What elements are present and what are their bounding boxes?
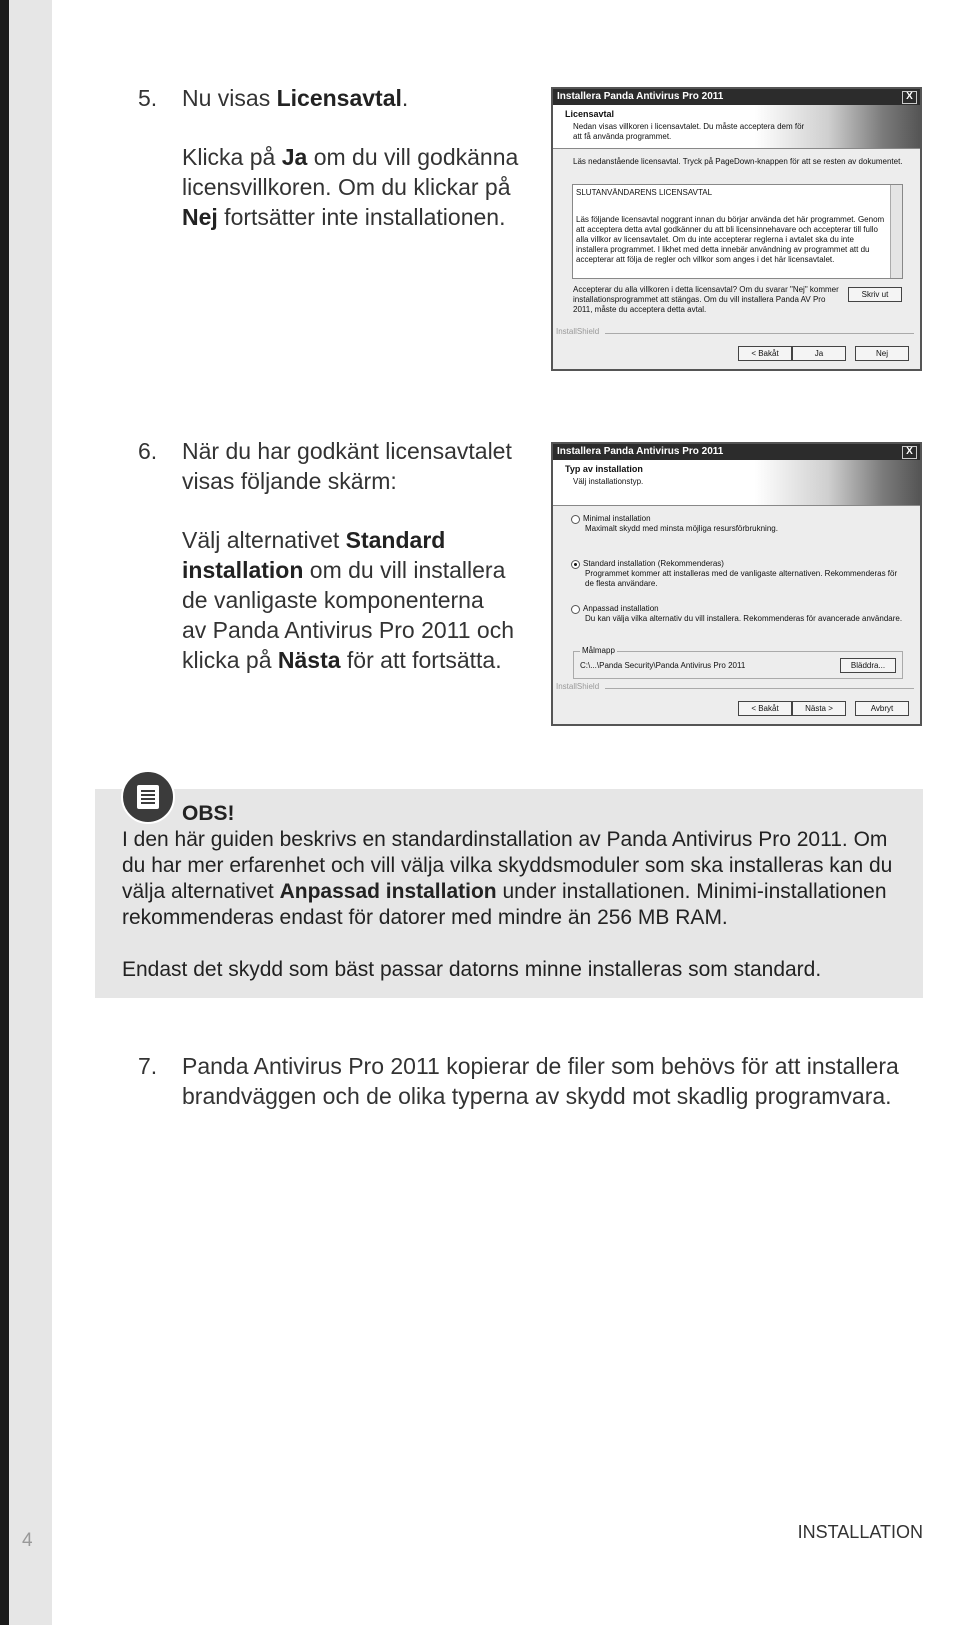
step-5-instructions: Klicka på Ja om du vill godkänna licensvillkoren. Om du klickar på Nej fortsätter inte installationen. (182, 144, 519, 230)
note-paragraph: Endast det skydd som bäst passar datorns minne installeras som standard. (122, 958, 822, 981)
dialog-title-bar: Installera Panda Antivirus Pro 2011 X (553, 89, 920, 105)
next-button[interactable]: Nästa > (792, 701, 846, 716)
print-button[interactable]: Skriv ut (848, 287, 902, 302)
section-title: INSTALLATION (797, 1522, 923, 1542)
dialog-heading: Licensavtal (565, 109, 615, 119)
step-number: 5. (138, 85, 158, 111)
option-minimal-label: Minimal installation (583, 514, 651, 523)
page-edge-bar (0, 0, 9, 1625)
radio-minimal[interactable] (571, 515, 580, 524)
installshield-label: InstallShield (556, 327, 600, 336)
no-button[interactable]: Nej (855, 346, 909, 361)
close-icon[interactable]: X (902, 446, 917, 459)
step-7-text: Panda Antivirus Pro 2011 kopierar de filer som behövs för att installera brandväggen och de olika typerna av skydd mot skadlig programvara. (182, 1053, 899, 1109)
radio-custom[interactable] (571, 605, 580, 614)
eula-textbox[interactable] (572, 184, 903, 279)
browse-button[interactable]: Bläddra... (840, 658, 896, 673)
dialog-header (553, 105, 920, 149)
step-6-heading: När du har godkänt licensavtalet visas följande skärm: (182, 438, 512, 494)
option-standard-label: Standard installation (Rekommenderas) (583, 559, 724, 568)
dialog-heading: Typ av installation (565, 464, 643, 474)
eula-scrollbar[interactable] (890, 185, 902, 278)
note-body (122, 827, 912, 983)
close-icon[interactable]: X (902, 91, 917, 104)
license-dialog (551, 87, 922, 371)
note-paragraph: I den här guiden beskrivs en standardinstallation av Panda Antivirus Pro 2011. Om du har mer erfarenhet och vill välja vilka skyddsmoduler som ska installeras kan du välja alternativet Anpassad installation under installationen. Minimi-installationen rekommenderas endast för datorer med mindre än 256 MB RAM. (122, 828, 893, 929)
accept-question: Accepterar du alla villkoren i detta licensavtal? Om du svarar "Nej" kommer installationsprogrammet att stängas. Om du vill installera Panda AV Pro 2011, måste du acceptera detta avtal. (573, 285, 839, 314)
dialog-subheading: Välj installationstyp. (573, 477, 644, 486)
step-number: 7. (138, 1053, 158, 1079)
target-folder-group (573, 646, 903, 679)
eula-text: Läs följande licensavtal noggrant innan du börjar använda det här programmet. Genom att acceptera detta avtal godkänner du att bli licensinnehavare och accepterar till fullo alla villkor av licensavtalet. Om du inte accepterar reglerna i avtalet ska du inte installera programmet. I likhet med detta innebär användning av programmet att du accepterar att följa de regler och villkor som anges i det här licensavtalet. (576, 215, 885, 264)
dialog-divider (605, 688, 914, 689)
back-button[interactable]: < Bakåt (738, 346, 792, 361)
document-icon (121, 770, 175, 824)
step-6-instructions: Välj alternativet Standard installation om du vill installera de vanligaste komponenterna av Panda Antivirus Pro 2011 och klicka på Nästa för att fortsätta. (182, 527, 515, 673)
page-number: 4 (22, 1530, 33, 1551)
option-minimal-desc: Maximalt skydd med minsta möjliga resursförbrukning. (585, 524, 778, 533)
step-5-heading: Nu visas Licensavtal. (182, 85, 409, 111)
dialog-title-bar: Installera Panda Antivirus Pro 2011 X (553, 444, 920, 460)
installshield-label: InstallShield (556, 682, 600, 691)
dialog-instruction: Läs nedanstående licensavtal. Tryck på PageDown-knappen för att se resten av dokumentet. (573, 157, 903, 166)
target-folder-path: C:\...\Panda Security\Panda Antivirus Pro 2011 (580, 661, 746, 670)
yes-button[interactable]: Ja (792, 346, 846, 361)
eula-title: SLUTANVÄNDARENS LICENSAVTAL (576, 188, 713, 197)
dialog-header (553, 460, 920, 506)
dialog-divider (605, 333, 914, 334)
step-number: 6. (138, 438, 158, 464)
note-title: OBS! (182, 802, 235, 825)
radio-standard[interactable] (571, 560, 580, 569)
option-standard-desc: Programmet kommer att installeras med de vanligaste alternativen. Rekommenderas för de flesta användare. (585, 569, 898, 588)
option-custom-label: Anpassad installation (583, 604, 659, 613)
target-folder-label: Målmapp (582, 646, 615, 655)
page-side-band (9, 0, 52, 1625)
dialog-subheading: Nedan visas villkoren i licensavtalet. Du måste acceptera dem för att få använda programmet. (573, 122, 805, 141)
install-type-dialog (551, 442, 922, 726)
cancel-button[interactable]: Avbryt (855, 701, 909, 716)
option-custom-desc: Du kan välja vilka alternativ du vill installera. Rekommenderas för avancerade användare. (585, 614, 903, 623)
back-button[interactable]: < Bakåt (738, 701, 792, 716)
